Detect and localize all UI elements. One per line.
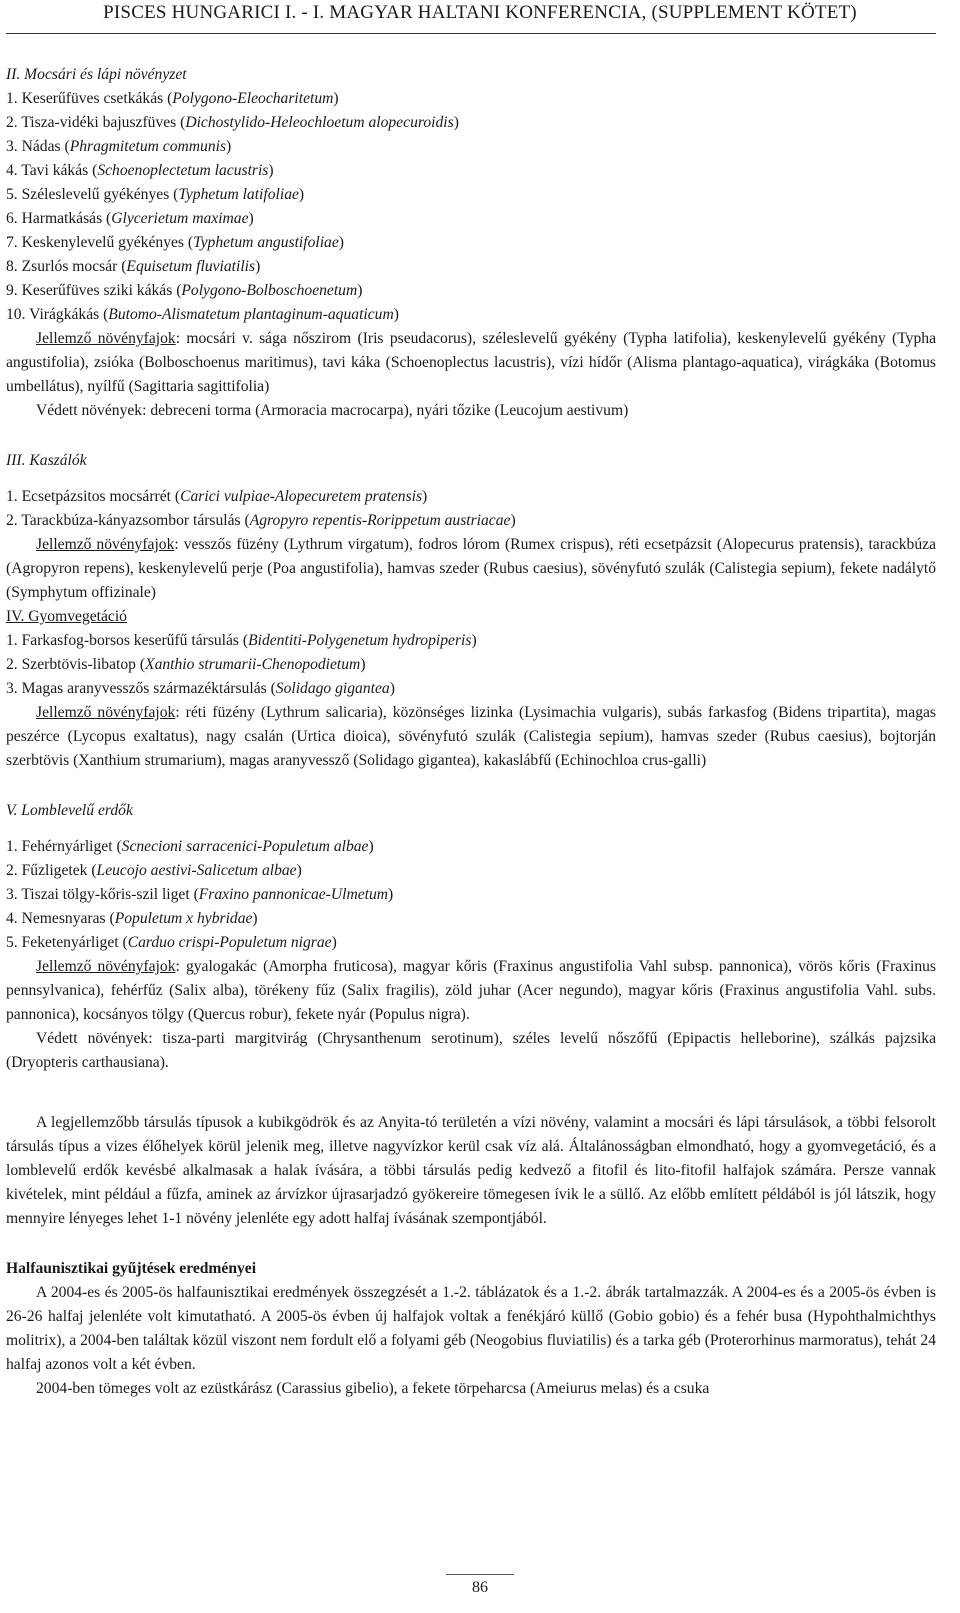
section-title-3: III. Kaszálók [6,452,87,469]
characteristic-text: : vesszős füzény (Lythrum virgatum), fodros lórom (Rumex crispus), réti ecsetpázsit (Alopecurus pratensis), tarackbúza (Agropyron repens), keskenylevelű perje (Poa angustifolia), hamvas szeder (Rubus caesius), sövényfutó szulák (Calistegia sepium), fekete nadálytő (Symphytum offizinale) [6,536,936,601]
characteristic-label: Jellemző növényfajok [36,958,176,975]
list-item: 1. Fehérnyárliget (Scnecioni sarracenici-Populetum albae) [6,838,374,855]
list-item-number: 1. [6,90,18,107]
section-title-4: IV. Gyomvegetáció [6,608,127,625]
section-3-list [6,485,936,533]
list-item-latin: Populetum x hybridae [114,910,253,927]
list-item-latin: Leucojo aestivi-Salicetum albae [96,862,297,879]
list-item-latin: Schoenoplectetum lacustris [97,162,269,179]
list-item-name: Szerbtövis-libatop [21,656,136,673]
characteristic-text: : réti füzény (Lythrum salicaria), közönséges lizinka (Lysimachia vulgaris), subás farkasfog (Bidens tripartita), magas peszérce (Lycopus exaltatus), nagy csalán (Urtica dioica), sövényfutó szulák (Calistegia sepium), hamvas szeder (Rubus caesius), bojtorján szerbtövis (Xanthium strumarium), magas aranyvessző (Solidago gigantea), kakaslábfű (Echinochloa crus-galli) [6,704,936,769]
list-item: 9. Keserűfüves sziki kákás (Polygono-Bolboschoenetum) [6,282,363,299]
list-item-name: Tiszai tölgy-kőris-szil liget [21,886,190,903]
list-item-latin: Glycerietum maximae [111,210,249,227]
section-2-characteristic [6,327,936,399]
results-heading: Halfaunisztikai gyűjtések eredményei [6,1260,257,1277]
section-5-list [6,835,936,955]
footer-rule [446,1574,514,1575]
section-3-characteristic [6,533,936,605]
list-item-name: Nádas [21,138,61,155]
list-item-number: 5. [6,186,18,203]
list-item-latin: Phragmitetum communis [69,138,227,155]
list-item-latin: Equisetum fluviatilis [126,258,256,275]
list-item-latin: Typhetum angustifoliae [193,234,339,251]
list-item: 1. Farkasfog-borsos keserűfű társulás (Bidentiti-Polygenetum hydropiperis) [6,632,477,649]
list-item-latin: Fraxino pannonicae-Ulmetum [198,886,389,903]
list-item-number: 2. [6,656,18,673]
list-item-latin: Xanthio strumarii-Chenopodietum [145,656,361,673]
results-paragraph-2: 2004-ben tömeges volt az ezüstkárász (Carassius gibelio), a fekete törpeharcsa (Ameiurus melas) és a csuka [36,1380,710,1397]
list-item-name: Virágkákás [29,306,100,323]
list-item-latin: Butomo-Alismatetum plantaginum-aquaticum [108,306,394,323]
list-item-name: Tarackbúza-kányazsombor társulás [21,512,241,529]
list-item: 1. Keserűfüves csetkákás (Polygono-Eleocharitetum) [6,90,339,107]
list-item: 4. Tavi kákás (Schoenoplectetum lacustris) [6,162,274,179]
section-4-list [6,629,936,701]
list-item-number: 3. [6,138,18,155]
list-item-name: Ecsetpázsitos mocsárrét [21,488,171,505]
list-item-latin: Scnecioni sarracenici-Populetum albae [121,838,369,855]
list-item-name: Farkasfog-borsos keserűfű társulás [21,632,240,649]
body-paragraph: A legjellemzőbb társulás típusok a kubikgödrök és az Anyita-tó területén a vízi növény, valamint a mocsári és lápi társulások, a többi felsorolt társulás típus a vizes élőhelyek körül jelenik meg, illetve nagyvízkor kerül csak víz alá. Általánosságban elmondható, hogy a gyomvegetáció, és a lomblevelű erdők kevésbé alkalmasak a halak ívására, a többi társulás pedig kedvező a fitofil és lito-fitofil halfajok számára. Persze vannak kivételek, mint például a fűzfa, aminek az árvízkor újrasarjadzó gyökereire tömegesen ívik le a süllő. Az előbb említett példából is jól látszik, hogy mennyire lényeges lehet 1-1 növény jelenléte egy adott halfaj ívásának szempontjából. [6,1114,936,1227]
list-item: 5. Széleslevelű gyékényes (Typhetum latifoliae) [6,186,305,203]
list-item: 3. Magas aranyvesszős származéktársulás (Solidago gigantea) [6,680,395,697]
document-body [6,63,936,1401]
list-item: 4. Nemesnyaras (Populetum x hybridae) [6,910,258,927]
list-item-latin: Typhetum latifoliae [178,186,299,203]
list-item-number: 9. [6,282,18,299]
list-item: 2. Tarackbúza-kányazsombor társulás (Agropyro repentis-Rorippetum austriacae) [6,512,516,529]
list-item-number: 1. [6,488,18,505]
section-2-protected: Védett növények: debreceni torma (Armoracia macrocarpa), nyári tőzike (Leucojum aestivum) [36,402,629,419]
characteristic-text: : mocsári v. sága nőszirom (Iris pseudacorus), széleslevelű gyékény (Typha latifolia), keskenylevelű gyékény (Typha angustifolia), zsióka (Bolboschoenus maritimus), tavi káka (Schoenoplectus lacustris), vízi hídőr (Alisma plantago-aquatica), virágkáka (Botomus umbellátus), nyílfű (Sagittaria sagittifolia) [6,330,936,395]
list-item-number: 7. [6,234,18,251]
section-title-2: II. Mocsári és lápi növényzet [6,66,187,83]
list-item: 10. Virágkákás (Butomo-Alismatetum plantaginum-aquaticum) [6,306,399,323]
list-item-name: Harmatkásás [21,210,103,227]
list-item: 3. Nádas (Phragmitetum communis) [6,138,232,155]
list-item-number: 4. [6,162,18,179]
section-2-list [6,87,936,327]
list-item: 6. Harmatkásás (Glycerietum maximae) [6,210,254,227]
list-item-name: Magas aranyvesszős származéktársulás [21,680,267,697]
section-5-protected: Védett növények: tisza-parti margitvirág (Chrysanthenum serotinum), széles levelű nőszőfű (Epipactis helleborine), szálkás pajzsika (Dryopteris carthausiana). [6,1030,936,1071]
list-item-number: 1. [6,838,18,855]
header-rule [6,33,936,34]
list-item-number: 8. [6,258,18,275]
list-item-name: Fűzligetek [21,862,88,879]
list-item-name: Fehérnyárliget [21,838,113,855]
list-item-name: Tavi kákás [21,162,89,179]
list-item-latin: Agropyro repentis-Rorippetum austriacae [249,512,511,529]
list-item-name: Feketenyárliget [21,934,119,951]
section-title-5: V. Lomblevelű erdők [6,802,133,819]
list-item-latin: Carduo crispi-Populetum nigrae [127,934,332,951]
list-item-number: 2. [6,114,18,131]
list-item: 5. Feketenyárliget (Carduo crispi-Populetum nigrae) [6,934,337,951]
list-item-number: 2. [6,512,18,529]
running-header: PISCES HUNGARICI I. - I. MAGYAR HALTANI KONFERENCIA, (SUPPLEMENT KÖTET) [103,2,857,23]
list-item-number: 3. [6,886,18,903]
results-paragraph-1: A 2004-es és 2005-ös halfaunisztikai eredmények összegzését a 1.-2. táblázatok és a 1.-2. ábrák tartalmazzák. A 2004-es és a 2005-ös évben is 26-26 halfaj jelenléte volt kimutatható. A 2005-ös évben új halfajok voltak a fenékjáró küllő (Gobio gobio) és a fehér busa (Hypohthalmichthys molitrix), a 2004-ben találtak közül viszont nem fordult elő a folyami géb (Neogobius fluviatilis) és a tarka géb (Proterorhinus marmoratus), tehát 24 halfaj azonos volt a két évben. [6,1284,936,1373]
list-item-number: 4. [6,910,18,927]
list-item-number: 1. [6,632,18,649]
characteristic-label: Jellemző növényfajok [36,536,175,553]
list-item-latin: Solidago gigantea [275,680,390,697]
list-item-name: Keskenylevelű gyékényes [21,234,184,251]
list-item-name: Zsurlós mocsár [21,258,118,275]
list-item-number: 6. [6,210,18,227]
page-number: 86 [472,1579,488,1596]
section-4-characteristic [6,701,936,773]
characteristic-text: : gyalogakác (Amorpha fruticosa), magyar kőris (Fraxinus angustifolia Vahl subsp. pannonica), vörös kőris (Fraxinus pennsylvanica), fehérfűz (Salix alba), törékeny fűz (Salix fragilis), zöld juhar (Acer negundo), magyar kőris (Fraxinus angustifolia Vahl. subs. pannonica), kocsányos tölgy (Quercus robur), fekete nyár (Populus nigra). [6,958,936,1023]
list-item: 1. Ecsetpázsitos mocsárrét (Carici vulpiae-Alopecuretem pratensis) [6,488,428,505]
list-item: 2. Tisza-vidéki bajuszfüves (Dichostylido-Heleochloetum alopecuroidis) [6,114,459,131]
list-item-latin: Polygono-Bolboschoenetum [181,282,358,299]
list-item: 8. Zsurlós mocsár (Equisetum fluviatilis) [6,258,261,275]
list-item-number: 10. [6,306,26,323]
list-item-name: Tisza-vidéki bajuszfüves [21,114,177,131]
list-item-latin: Dichostylido-Heleochloetum alopecuroidis [185,114,454,131]
list-item-latin: Carici vulpiae-Alopecuretem pratensis [180,488,423,505]
list-item-number: 3. [6,680,18,697]
list-item-latin: Polygono-Eleocharitetum [172,90,334,107]
list-item: 2. Fűzligetek (Leucojo aestivi-Salicetum albae) [6,862,302,879]
list-item-name: Nemesnyaras [21,910,106,927]
characteristic-label: Jellemző növényfajok [36,704,176,721]
list-item: 7. Keskenylevelű gyékényes (Typhetum angustifoliae) [6,234,344,251]
list-item-name: Széleslevelű gyékényes [21,186,170,203]
list-item-name: Keserűfüves sziki kákás [21,282,173,299]
list-item-name: Keserűfüves csetkákás [21,90,164,107]
list-item-latin: Bidentiti-Polygenetum hydropiperis [248,632,472,649]
list-item: 2. Szerbtövis-libatop (Xanthio strumarii-Chenopodietum) [6,656,366,673]
list-item: 3. Tiszai tölgy-kőris-szil liget (Fraxino pannonicae-Ulmetum) [6,886,394,903]
section-5-characteristic [6,955,936,1027]
list-item-number: 2. [6,862,18,879]
list-item-number: 5. [6,934,18,951]
characteristic-label: Jellemző növényfajok [36,330,176,347]
